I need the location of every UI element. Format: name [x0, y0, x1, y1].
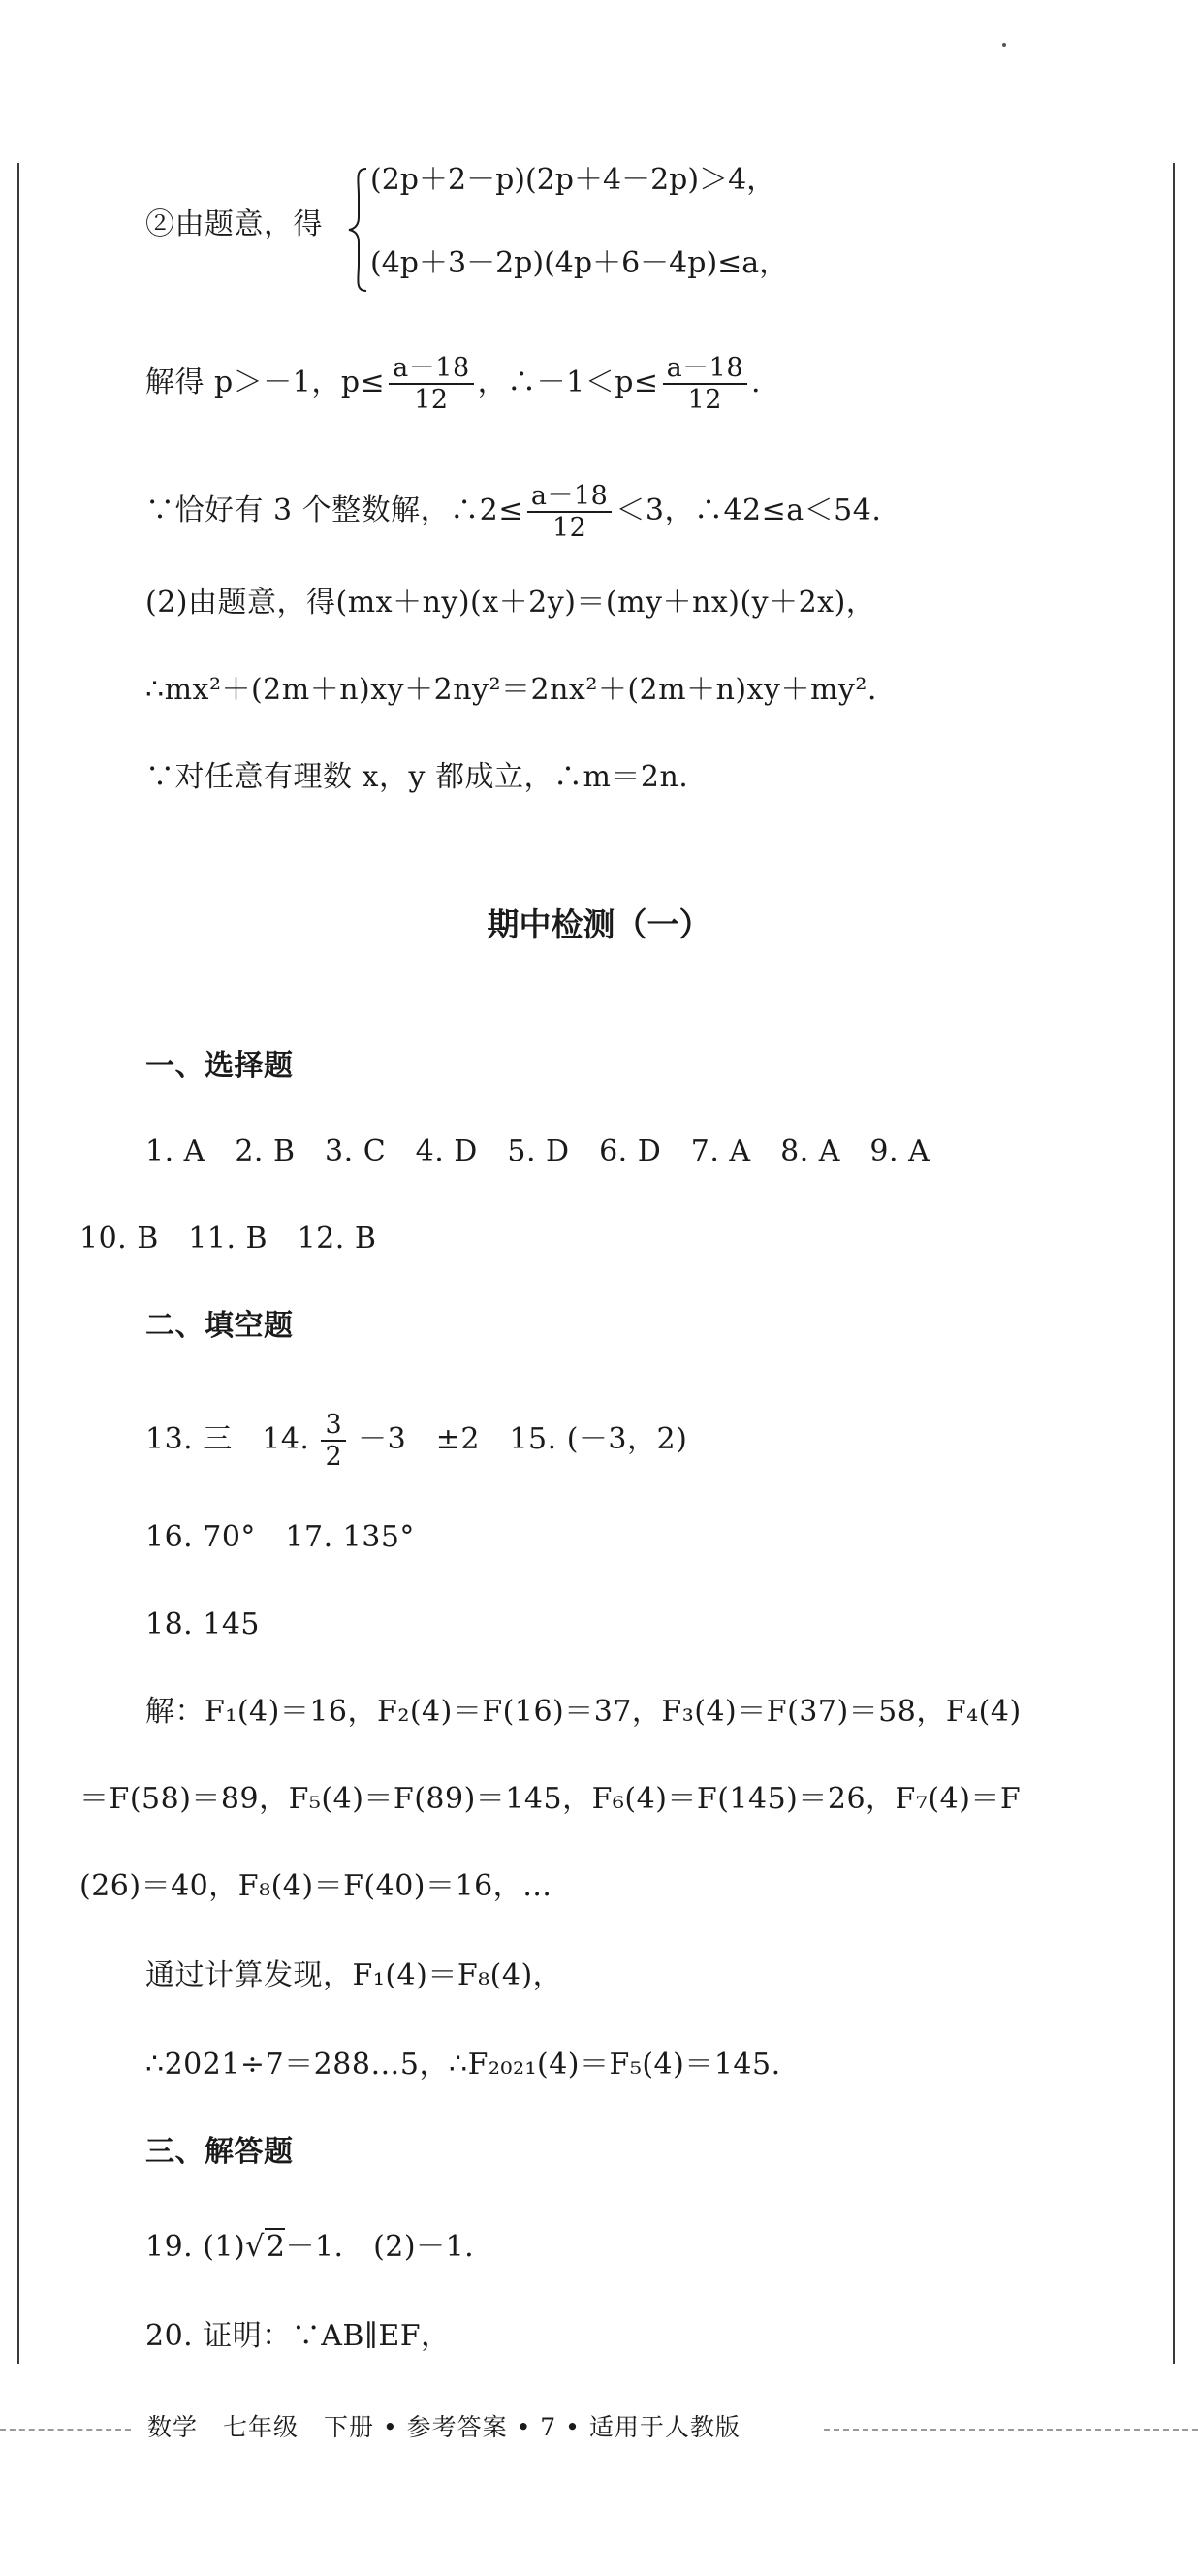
right-margin-rule	[1173, 163, 1175, 2364]
fill-answer-18: 18. 145	[145, 1607, 261, 1641]
fraction	[527, 481, 612, 543]
text: 19. (1)√	[145, 2230, 265, 2264]
left-margin-rule	[17, 163, 19, 2364]
text: 13. 三 14.	[145, 1422, 310, 1457]
denominator: 12	[552, 513, 587, 544]
mc-heading: 一、选择题	[145, 1049, 294, 1083]
text: －3 ±2 15. (－3，2)	[358, 1422, 688, 1457]
answer-20: 20. 证明：∵AB∥EF，	[145, 2319, 451, 2353]
text: －1. (2)－1.	[285, 2230, 475, 2264]
text: ＜3，∴42≤a＜54.	[615, 493, 882, 528]
system-bottom: (4p＋3－2p)(4p＋6－4p)≤a，	[370, 246, 789, 280]
fill-heading: 二、填空题	[145, 1309, 294, 1343]
section-title: 期中检测（一）	[487, 906, 711, 943]
curly-brace-icon	[347, 167, 368, 293]
answer-19	[145, 2228, 474, 2267]
fraction	[663, 353, 747, 415]
footer-text: 数学 七年级 下册 • 参考答案 • 7 • 适用于人教版	[147, 2413, 741, 2441]
solution-18-line-3: (26)＝40，F₈(4)＝F(40)＝16，…	[79, 1869, 552, 1903]
solution-line-3: (2)由题意，得(mx＋ny)(x＋2y)＝(my＋nx)(y＋2x)，	[145, 586, 876, 620]
system-prefix: ②由题意，得	[145, 207, 323, 241]
solution-18-line-1: 解：F₁(4)＝16，F₂(4)＝F(16)＝37，F₃(4)＝F(37)＝58，F₄(4)	[145, 1695, 1022, 1729]
text: ，∴－1＜p≤	[477, 366, 659, 400]
text: 解得 p＞－1，p≤	[145, 366, 386, 400]
system-top: (2p＋2－p)(2p＋4－2p)＞4，	[370, 163, 776, 197]
solution-18-line-5: ∴2021÷7＝288…5，∴F₂₀₂₁(4)＝F₅(4)＝145.	[145, 2048, 781, 2082]
text: .	[751, 366, 762, 400]
solution-line-5: ∵对任意有理数 x，y 都成立，∴m＝2n.	[145, 760, 689, 794]
mc-answers-row-1: 1. A 2. B 3. C 4. D 5. D 6. D 7. A 8. A 9. A	[145, 1134, 930, 1168]
footer-dash-left	[0, 2429, 131, 2431]
denominator: 2	[325, 1442, 343, 1473]
fraction	[321, 1410, 346, 1472]
solution-line-2	[145, 481, 881, 543]
numerator: a－18	[527, 481, 612, 513]
mc-answers-row-2: 10. B 11. B 12. B	[79, 1222, 377, 1256]
numerator: a－18	[663, 353, 747, 385]
footer-dash-right	[824, 2429, 1198, 2431]
denominator: 12	[687, 385, 722, 416]
fraction	[389, 353, 473, 415]
fill-answers-16-17: 16. 70° 17. 135°	[145, 1520, 415, 1554]
text: ∵恰好有 3 个整数解，∴2≤	[145, 493, 523, 528]
numerator: a－18	[389, 353, 473, 385]
denominator: 12	[414, 385, 449, 416]
numerator: 3	[321, 1410, 346, 1442]
solution-18-line-2: ＝F(58)＝89，F₅(4)＝F(89)＝145，F₆(4)＝F(145)＝26，F₇(4)＝F	[79, 1782, 1022, 1816]
solution-18-line-4: 通过计算发现，F₁(4)＝F₈(4)，	[145, 1958, 563, 1992]
radicand: 2	[266, 2230, 286, 2264]
solution-line-4: ∴mx²＋(2m＋n)xy＋2ny²＝2nx²＋(2m＋n)xy＋my².	[145, 673, 877, 707]
solution-line-1	[145, 353, 761, 415]
solve-heading: 三、解答题	[145, 2135, 294, 2169]
speck	[1002, 43, 1006, 47]
fill-answers-13-15	[145, 1410, 687, 1472]
